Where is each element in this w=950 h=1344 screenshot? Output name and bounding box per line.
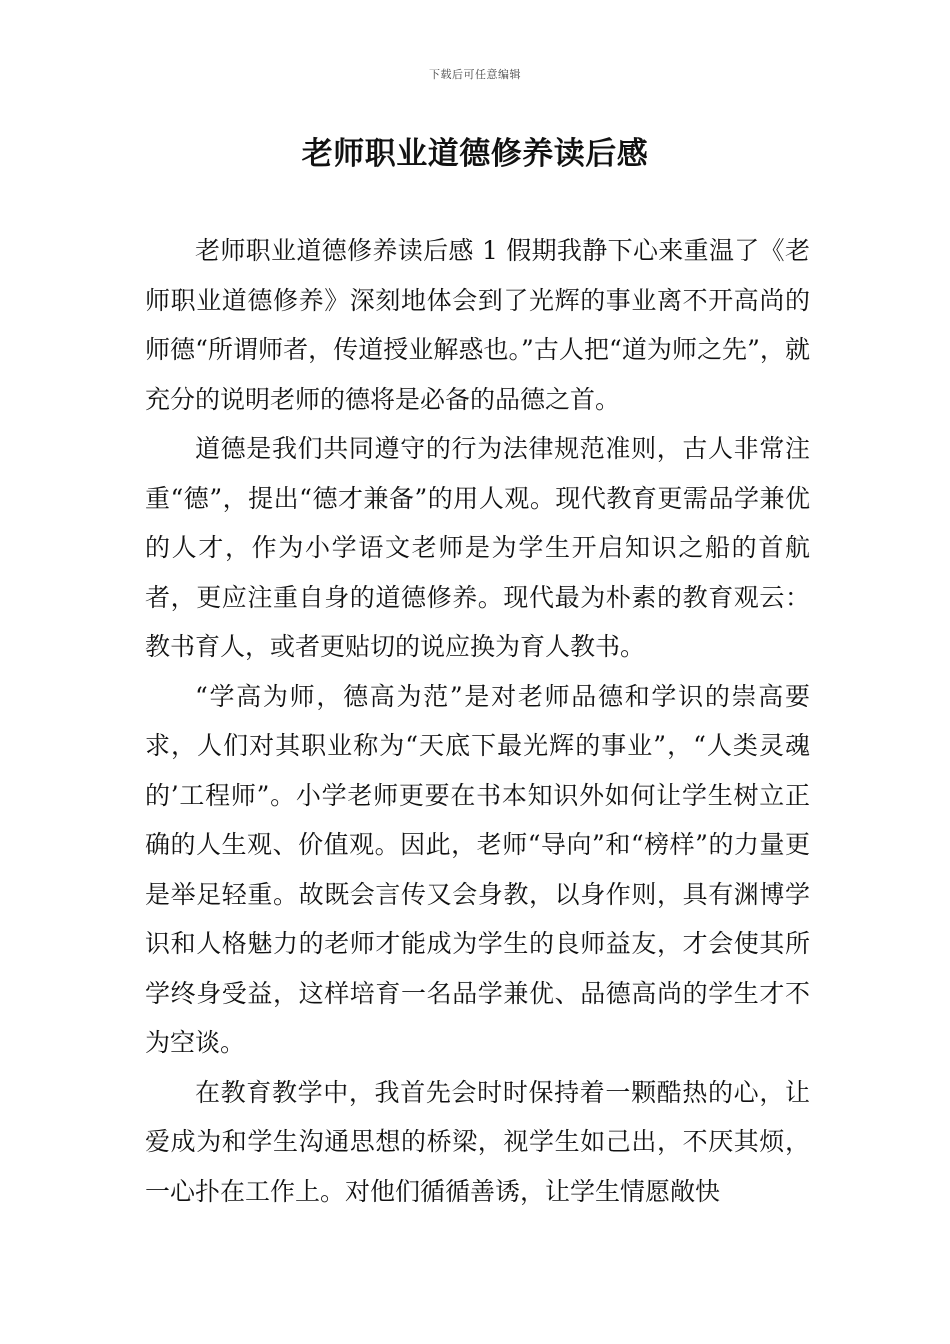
header-note: 下载后可任意编辑: [429, 68, 521, 81]
paragraph: 老师职业道德修养读后感 1 假期我静下心来重温了《老师职业道德修养》深刻地体会到了光辉的事业离不开高尚的师德“所谓师者，传道授业解惑也。”古人把“道为师之先”，就充分的说明老师的德将是必备的品德之首。: [145, 236, 810, 414]
paragraph: 在教育教学中，我首先会时时保持着一颗酷热的心，让爱成为和学生沟通思想的桥梁，视学生如己出，不厌其烦，一心扑在工作上。对他们循循善诱，让学生情愿敞快: [145, 1077, 810, 1206]
document-title: 老师职业道德修养读后感: [301, 136, 649, 172]
paragraph: “学高为师，德高为范”是对老师品德和学识的崇高要求，人们对其职业称为“天底下最光辉的事业”，“人类灵魂的’工程师”。小学老师更要在书本知识外如何让学生树立正确的人生观、价值观。因此，老师“导向”和“榜样”的力量更是举足轻重。故既会言传又会身教，以身作则，具有渊博学识和人格魅力的老师才能成为学生的良师益友，才会使其所学终身受益，这样培育一名品学兼优、品德高尚的学生才不为空谈。: [145, 681, 810, 1057]
paragraph: 道德是我们共同遵守的行为法律规范准则，古人非常注重“德”，提出“德才兼备”的用人观。现代教育更需品学兼优的人才，作为小学语文老师是为学生开启知识之船的首航者，更应注重自身的道德修养。现代最为朴素的教育观云：教书育人，或者更贴切的说应换为育人教书。: [145, 434, 810, 661]
document-body: [145, 226, 810, 1216]
